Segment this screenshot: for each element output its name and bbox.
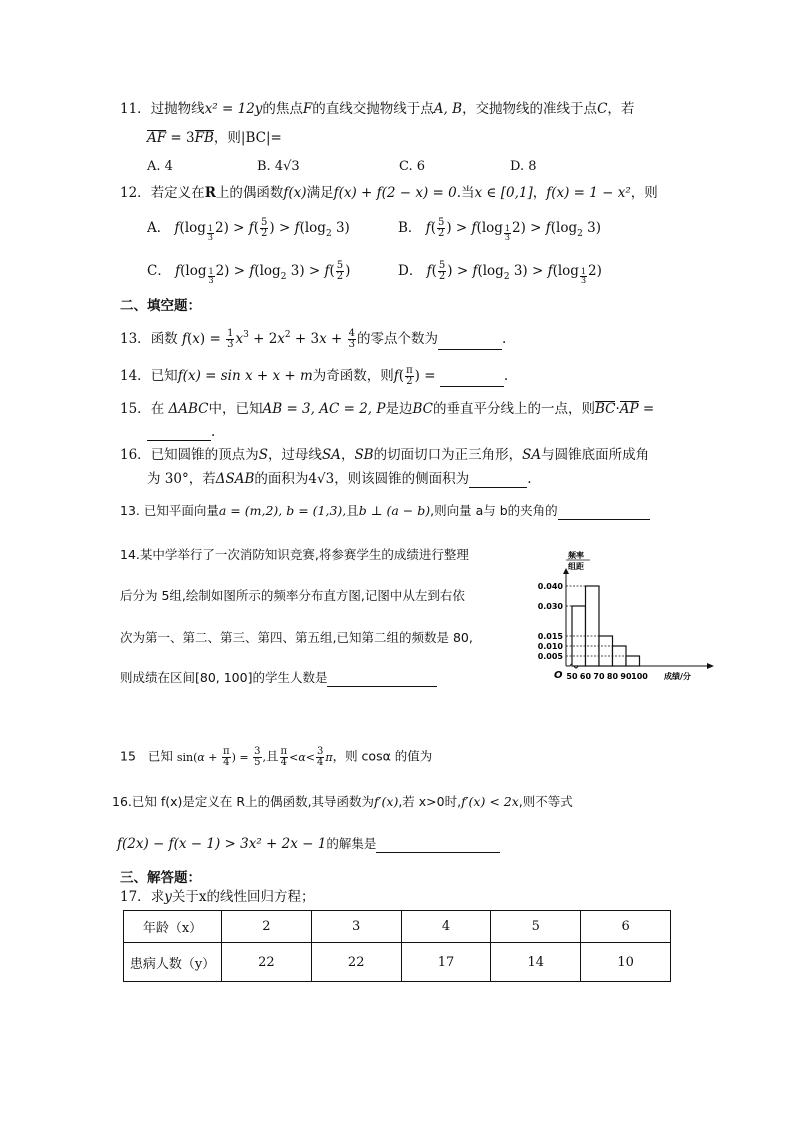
- x-tick-label: 80: [606, 672, 619, 681]
- y-tick-label: 0.030: [537, 602, 563, 611]
- x-tick-label: 70: [593, 672, 605, 681]
- q14b-answer-blank[interactable]: [327, 672, 437, 687]
- origin-label: O: [554, 670, 563, 681]
- q13b-line: 13. 已知平面向量a = (m,2), b = (1,3),且b ⊥ (a − b),则向量 a与 b的夹角的: [120, 502, 650, 520]
- y-tick-label: 0.010: [537, 642, 563, 651]
- q14b-line3: 次为第一、第二、第三、第四、第五组,已知第二组的频数是 80,: [120, 630, 473, 645]
- table-cell: 22: [311, 943, 401, 982]
- x-tick-label: 100: [631, 672, 648, 681]
- q14b-line4: 则成绩在区间[80, 100]的学生人数是: [120, 669, 437, 687]
- x-axis-label: 成绩/分: [664, 672, 691, 681]
- histogram-bar: [586, 586, 600, 666]
- q12-option-c: C． f(log $_{\frac{1}{3}}$ $2) > f(\log_2$ 3) > f( $\frac{5}{2}$ ): [147, 260, 351, 285]
- x-axis-arrow: [707, 663, 714, 669]
- q12-option-d: D． f( $\frac{5}{2}$ ) > $f(\log_2$ 3) > f(log $_{\frac{1}{3}}$ 2): [398, 260, 602, 285]
- q16b-line1: 16.已知 f(x)是定义在 R上的偶函数,其导函数为f′(x),若 x>0时,f′(x) < 2x,则不等式: [112, 794, 573, 809]
- section-3-heading: 三、解答题：: [120, 870, 201, 886]
- table-row: [124, 911, 671, 943]
- x-tick-label: 90: [620, 672, 632, 681]
- age-patients-table: [123, 910, 671, 982]
- table-cell: 4: [401, 911, 491, 943]
- histogram-bar: [599, 636, 613, 666]
- q13b-answer-blank[interactable]: [558, 505, 650, 520]
- y-axis-label-bottom: 组距: [568, 562, 584, 571]
- q16b-line2: f(2x) − f(x − 1) > 3x² + 2x − 1的解集是: [117, 835, 500, 853]
- table-cell: 22: [222, 943, 312, 982]
- x-tick-label: 50: [566, 672, 578, 681]
- q16b-answer-blank[interactable]: [376, 838, 500, 853]
- q11-option-b: B. 4√3: [257, 159, 300, 174]
- q13a-line: 13．函数 f(x) = $\frac{1}{3}$ $x^3 + 2x^2 + 3x$ + $\frac{4}{3}$ 的零点个数为 .: [120, 328, 507, 350]
- table-cell: 17: [401, 943, 491, 982]
- q17-prompt: 17．求y关于x的线性回归方程；: [120, 889, 315, 905]
- q11-option-a: A. 4: [147, 159, 173, 174]
- table-header-cell: 患病人数（y）: [124, 943, 222, 982]
- q16a-answer-blank[interactable]: [469, 473, 527, 488]
- y-tick-label: 0.005: [537, 652, 563, 661]
- q16a-line2: 为 30°，若ΔSAB的面积为4√3，则该圆锥的侧面积为 .: [147, 471, 532, 487]
- histogram-bar: [626, 656, 640, 666]
- table-cell: 3: [311, 911, 401, 943]
- q11-option-c: C. 6: [399, 159, 426, 174]
- table-cell: 10: [581, 943, 671, 982]
- q13a-answer-blank[interactable]: [438, 335, 502, 350]
- q11-option-d: D. 8: [510, 159, 537, 174]
- table-row: [124, 943, 671, 982]
- q15b-line: 15 已知 sin(α + $\frac{\pi}{4}$ ) = $\frac{3}{5}$ ,且 $\frac{\pi}{4}$ <α< $\frac{3}{4}$ π，则 cosα 的值为: [120, 746, 433, 768]
- y-axis-label-top: 频率: [568, 551, 584, 560]
- table-cell: 6: [581, 911, 671, 943]
- q12-option-b: B． f( $\frac{5}{2}$ ) > f(log $_{\frac{1}{3}}$ $2) > f(\log_2$ 3): [398, 217, 601, 242]
- frequency-histogram: [520, 548, 716, 686]
- table-cell: 14: [491, 943, 581, 982]
- q16a-line1: 16．已知圆锥的顶点为S，过母线SA，SB的切面切口为正三角形，SA与圆锥底面所成角: [120, 447, 650, 463]
- q12-option-a: A． f(log $_{\frac{1}{3}}$ 2) > f( $\frac{5}{2}$ ) > $f(\log_2$ 3): [147, 217, 350, 242]
- table-cell: 2: [222, 911, 312, 943]
- q15a-answer-blank[interactable]: [147, 426, 211, 441]
- q14b-line2: 后分为 5组,绘制如图所示的频率分布直方图,记图中从左到右依: [120, 588, 465, 603]
- q15a-line2: .: [147, 423, 215, 441]
- q15a-line1: 15．在 ΔABC中，已知AB = 3, AC = 2, P是边BC的垂直平分线上的一点，则BC·AP =: [120, 401, 655, 417]
- section-2-heading: 二、填空题：: [120, 298, 201, 314]
- y-tick-label: 0.040: [537, 582, 563, 591]
- q14a-line: 14．已知f(x) = sin x + x + m为奇函数，则f( $\frac{\pi}{2}$ ) = .: [120, 365, 509, 387]
- q12-line1: 12．若定义在R上的偶函数f(x)满足f(x) + f(2 − x) = 0.当x ∈ [0,1]，f(x) = 1 − x²，则: [120, 185, 658, 201]
- table-header-cell: 年龄（x）: [124, 911, 222, 943]
- x-tick-label: 60: [579, 672, 592, 681]
- q14a-answer-blank[interactable]: [440, 372, 504, 387]
- table-cell: 5: [491, 911, 581, 943]
- y-tick-label: 0.015: [537, 632, 563, 641]
- q14b-line1: 14.某中学举行了一次消防知识竞赛,将参赛学生的成绩进行整理: [120, 547, 469, 562]
- q11-line2: AF = 3FB，则|BC|=: [147, 130, 282, 146]
- q11-line1: 11．过抛物线x² = 12y的焦点F的直线交抛物线于点A, B，交抛物线的准线于点C，若: [120, 101, 635, 117]
